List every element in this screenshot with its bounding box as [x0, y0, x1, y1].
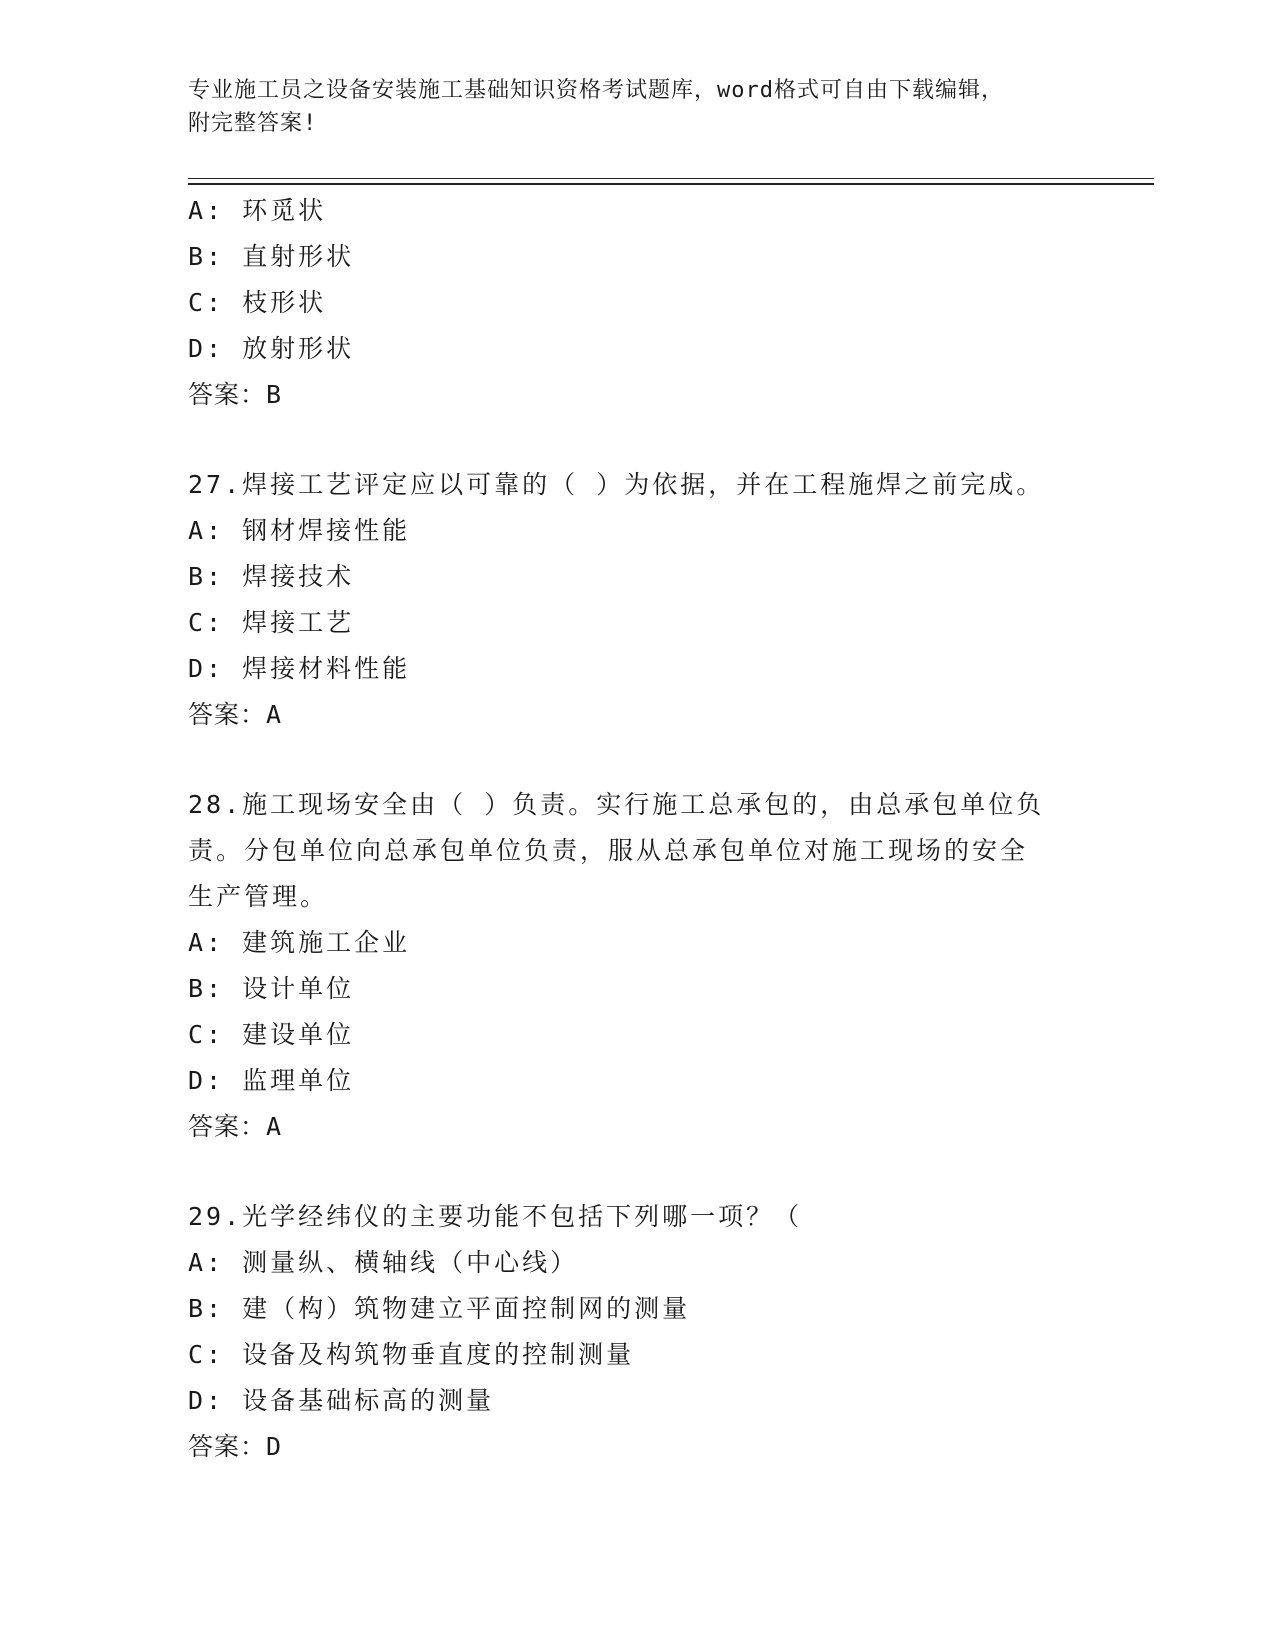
option-a: A: 建筑施工企业	[188, 928, 411, 957]
option-b: B: 设计单位	[188, 974, 355, 1003]
question-block-27	[188, 462, 1068, 738]
question-text: 29.光学经纬仪的主要功能不包括下列哪一项？（	[188, 1202, 803, 1231]
question-text: 27.焊接工艺评定应以可靠的（ ）为依据，并在工程施焊之前完成。	[188, 470, 1045, 499]
option-c: C: 焊接工艺	[188, 608, 355, 637]
option-b: B: 焊接技术	[188, 562, 355, 591]
option-a: A: 环觅状	[188, 196, 327, 225]
option-d: D: 焊接材料性能	[188, 654, 411, 683]
question-list	[188, 188, 1068, 1470]
question-block-28	[188, 782, 1068, 1150]
answer: 答案：B	[188, 380, 283, 409]
question-block-29	[188, 1194, 1068, 1470]
question-text-line-3: 生产管理。	[188, 882, 329, 911]
option-d: D: 放射形状	[188, 334, 355, 363]
option-b: B: 建（构）筑物建立平面控制网的测量	[188, 1294, 691, 1323]
option-c: C: 枝形状	[188, 288, 327, 317]
question-text-line-1: 28.施工现场安全由（ ）负责。实行施工总承包的，由总承包单位负	[188, 790, 1045, 819]
option-c: C: 设备及构筑物垂直度的控制测量	[188, 1340, 635, 1369]
option-d: D: 设备基础标高的测量	[188, 1386, 495, 1415]
question-text-line-2: 责。分包单位向总承包单位负责，服从总承包单位对施工现场的安全	[188, 836, 1029, 865]
document-header	[188, 74, 1068, 140]
option-c: C: 建设单位	[188, 1020, 355, 1049]
header-line-1: 专业施工员之设备安装施工基础知识资格考试题库，word格式可自由下载编辑，	[188, 78, 1004, 103]
header-line-2: 附完整答案!	[188, 111, 318, 136]
option-b: B: 直射形状	[188, 242, 355, 271]
option-d: D: 监理单位	[188, 1066, 355, 1095]
header-divider-thick	[188, 183, 1154, 185]
answer: 答案：D	[188, 1432, 283, 1461]
option-a: A: 测量纵、横轴线（中心线）	[188, 1248, 579, 1277]
question-block-prev	[188, 188, 1068, 418]
answer: 答案：A	[188, 700, 283, 729]
answer: 答案：A	[188, 1112, 283, 1141]
header-divider-thin	[188, 178, 1154, 179]
option-a: A: 钢材焊接性能	[188, 516, 411, 545]
